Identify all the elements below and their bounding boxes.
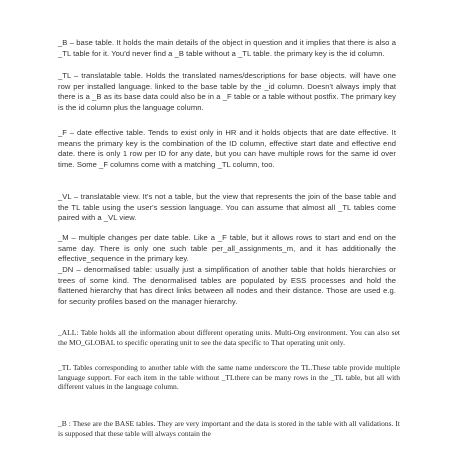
paragraph-b-base-tables: _B : These are the BASE tables. They are very important and the data is stored in the table with all validations. It is supposed that these table will always contain the [58,419,400,438]
paragraph-tl-translatable-table: _TL – translatable table. Holds the translated names/descriptions for base objects. will have one row per installed language. linked to the base table by the _id column. Doesn't always imply that there is a _B as its base data could also be in a _F table or a table without postfix. The primary key is the id column plus the language column. [58,71,396,112]
paragraph-m-multiple-changes-table: _M – multiple changes per date table. Like a _F table, but it allows rows to start and end on the same day. There is only one such table per_all_assignments_m, and it has additionally the effective_sequence in the primary key. [58,233,396,264]
paragraph-b-base-table: _B – base table. It holds the main details of the object in question and it implies that there is also a _TL table for it. You'd never find a _B table without a _TL table. the primary key is the id column. [58,38,396,58]
paragraph-vl-translatable-view: _VL – translatable view. It's not a table, but the view that represents the join of the base table and the TL table using the user's session language. You can assume that almost all _TL tables come paired with a _VL view. [58,192,396,223]
paragraph-f-date-effective-table: _F – date effective table. Tends to exist only in HR and it holds objects that are date effective. It means the primary key is the combination of the ID column, effective start date and effective end date. there is only 1 row per ID for any date, but you can have multiple rows for the same id over time. Some _F columns come with a matching _TL column, too. [58,128,396,169]
paragraph-tl-tables: _TL Tables corresponding to another table with the same name underscore the TL.These table provide multiple language support. For each item in the table without _TLthere can be many rows in the _TL table, but all with different values in the language column. [58,363,400,392]
paragraph-all-table: _ALL: Table holds all the information about different operating units. Multi-Org environment. You can also set the MO_GLOBAL to specific operating unit to see the data specific to That operating unit only. [58,328,400,347]
paragraph-dn-denormalised-table: _DN – denormalised table: usually just a simplification of another table that holds hierarchies or trees of some kind. The denormalised tables are populated by ESS processes and hold the flattened hierarchy that has direct links between all nodes and their distance. Those are used e.g. for security profiles based on the manager hierarchy. [58,265,396,306]
